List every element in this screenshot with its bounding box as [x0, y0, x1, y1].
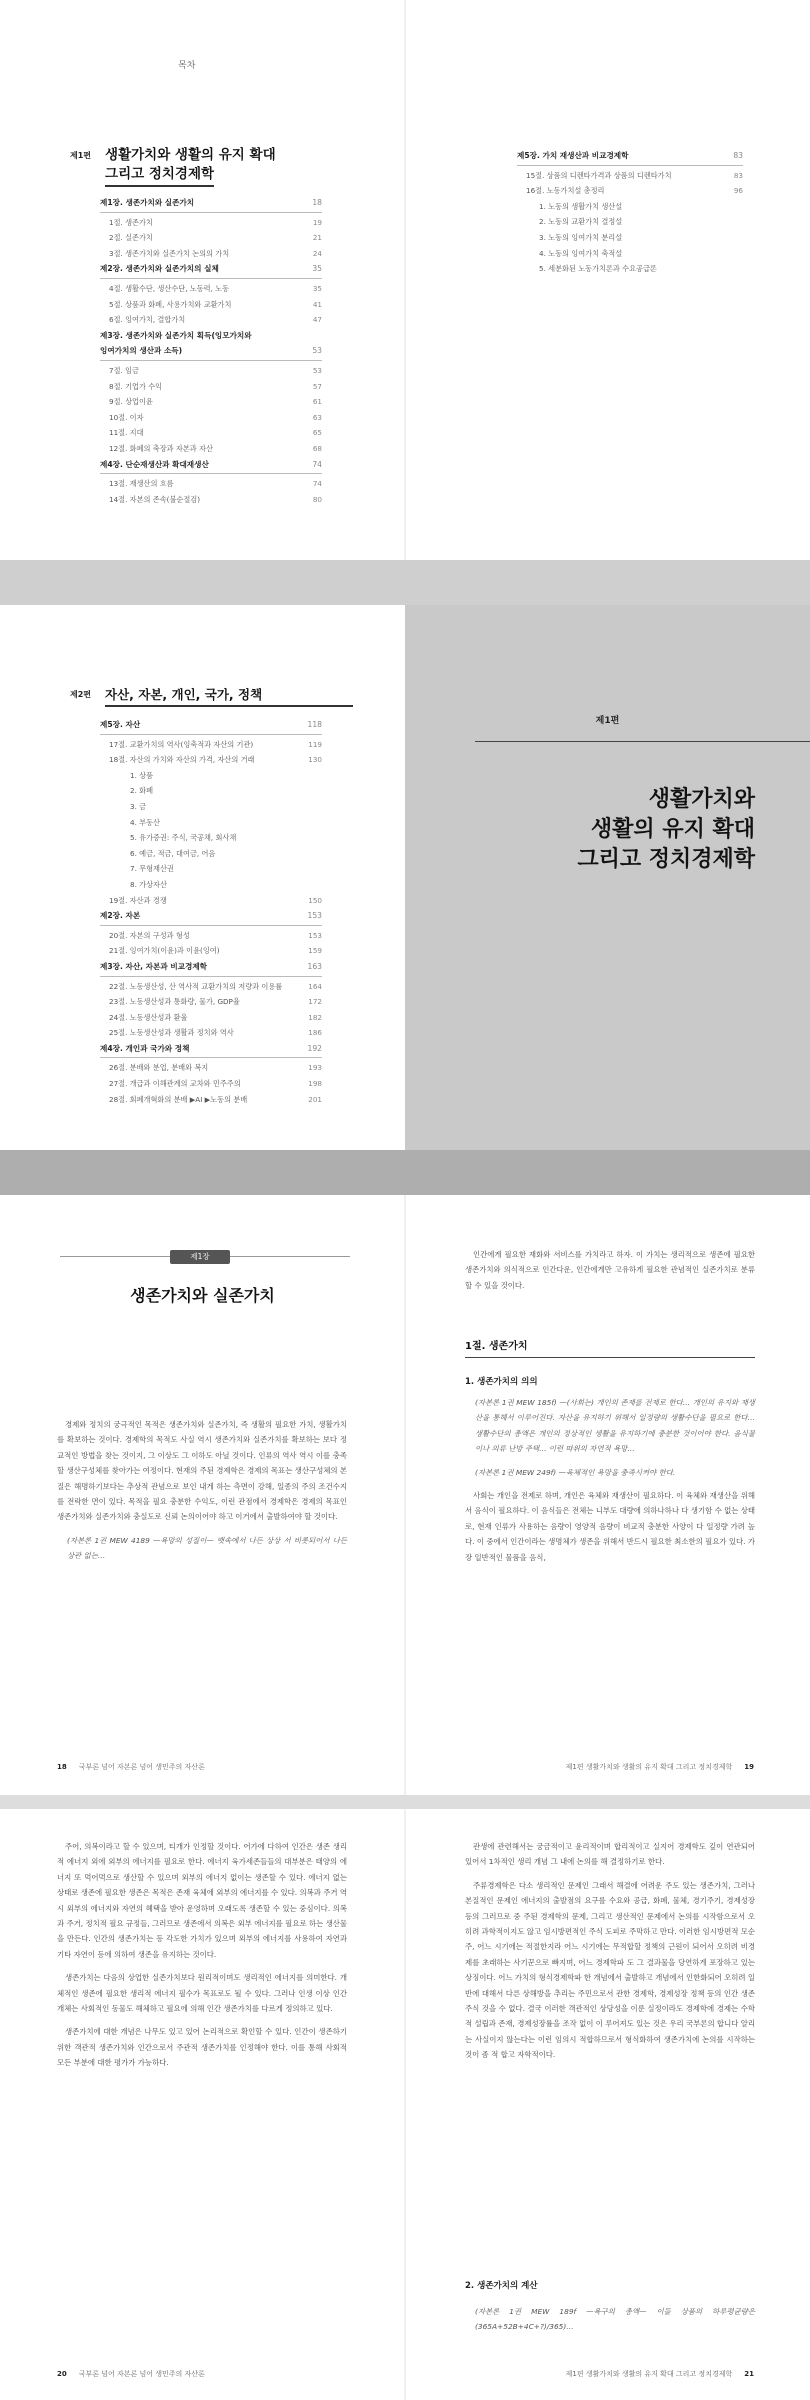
part1-title-page	[405, 605, 810, 1150]
toc-section-row	[100, 441, 322, 457]
toc-section-row	[100, 1092, 322, 1108]
toc-entry-page: 172	[308, 997, 322, 1007]
toc-section-row	[100, 246, 322, 262]
toc-section-row	[517, 246, 743, 262]
toc-entry-title: 3. 노동의 잉여가치 분리설	[539, 232, 623, 242]
toc-entry-title: 8. 가상자산	[130, 879, 167, 889]
toc-entry-title: 3절. 생존가치와 실존가치 논의의 가치	[109, 248, 230, 258]
toc-section-row	[517, 214, 743, 230]
page-number: 20	[57, 2370, 67, 2378]
toc-section-row	[100, 928, 322, 944]
toc-entry-page: 47	[312, 315, 322, 325]
toc-entry-page: 63	[312, 412, 322, 422]
toc-section-row	[100, 1010, 322, 1026]
toc-part2-page	[0, 605, 405, 1150]
part2-heading	[70, 685, 353, 707]
toc-entry-title: 7. 무형재산권	[130, 864, 174, 874]
section-rule	[465, 1357, 755, 1358]
toc-section-row	[100, 893, 322, 909]
page21-body	[465, 1839, 755, 2071]
toc-entry-title: 1. 노동의 생활가치 생산설	[539, 201, 623, 211]
toc-entry-page: 41	[312, 299, 322, 309]
page-number: 19	[744, 1763, 754, 1771]
toc-entry-title: 제3장. 자산, 자본과 비교경제학	[100, 961, 208, 971]
toc-entry-page: 35	[312, 283, 322, 293]
page20-body	[57, 1839, 347, 2079]
toc-entry-page: 198	[308, 1079, 322, 1089]
toc-entry-title: 10절. 이자	[109, 412, 144, 422]
toc-entry-title: 23절. 노동생산성과 통화량, 물가, GDP율	[109, 997, 240, 1007]
page-number: 21	[744, 2370, 754, 2378]
toc-entry-page: 57	[312, 381, 322, 391]
running-footer: 국부론 넘어 자본론 넘어 생민주의 자산론	[78, 2370, 205, 2378]
toc-section-row	[100, 215, 322, 231]
toc-entry-title: 제2장. 생존가치와 실존가치의 실체	[100, 264, 219, 274]
toc-chapter-row	[100, 328, 322, 344]
toc-entry-page: 74	[312, 459, 322, 469]
page18-body	[57, 1417, 347, 1572]
toc-entry-page: 186	[308, 1028, 322, 1038]
toc-entry-page: 24	[312, 248, 322, 258]
toc-entry-page: 192	[307, 1043, 322, 1053]
toc-part1-continued-list	[517, 148, 743, 277]
toc-entry-page: 74	[312, 479, 322, 489]
quote: (자본론 1권 MEW 189f —욕구의 총액— 이들 상품의 하루평균량은 (365A+52B+4C+?)/365)…	[475, 2307, 755, 2332]
part2-title-text: 자산, 자본, 개인, 국가, 정책	[105, 685, 353, 707]
page21-footer	[566, 2369, 754, 2379]
part-title-line: 생활의 유지 확대	[590, 817, 755, 842]
part-title-line: 그리고 정치경제학	[577, 847, 755, 872]
toc-entry-title: 4. 부동산	[130, 817, 160, 827]
toc-section-row	[100, 394, 322, 410]
page19-footer	[566, 1762, 754, 1772]
toc-entry-title: 16절. 노동가치설 총정리	[526, 186, 605, 196]
toc-entry-title: 18절. 자산의 가치와 자산의 가격, 자산의 거래	[109, 755, 255, 765]
toc-entry-title: 8절. 기업가 수익	[109, 381, 163, 391]
chapter-spread-18-19	[0, 1195, 810, 1795]
toc-section-row	[100, 737, 322, 753]
part1-title-line2: 그리고 정치경제학	[105, 165, 214, 187]
toc-entry-page: 193	[308, 1063, 322, 1073]
toc-section-row	[100, 1076, 322, 1092]
toc-entry-page: 65	[312, 428, 322, 438]
toc-chapter-row	[100, 717, 322, 733]
toc-entry-title: 22절. 노동생산성, 산 역사적 교환가치의 저량과 이용률	[109, 981, 283, 991]
quote: (자본론 1권 MEW 185f) —(사회는) 개인의 존재를 전제로 한다… 개인의 유지와 재생산을 통해서 이루어진다. 자산을 유지하기 위해서 일정량의 생활수단을 필요로 한다… 생활수단의 총액은 개인의 정상적인 생활을 유지하기에 충분한 것이어야 한다. 음식물이나 의류 난방 주택… 이런 따위의 자연적 욕망…	[475, 1398, 755, 1454]
toc-entry-title: 11절. 지대	[109, 428, 144, 438]
toc-entry-title: 1. 상품	[130, 770, 154, 780]
page18-footer	[57, 1762, 205, 1772]
part2-number: 제2편	[70, 690, 92, 699]
toc-chapter-row	[100, 457, 322, 473]
toc-entry-title: 6절. 잉여가치, 결합가치	[109, 315, 186, 325]
running-footer: 제1편 생활가치와 생활의 유지 확대 그리고 정치경제학	[565, 2370, 733, 2378]
paragraph: 생존가치에 대한 개념은 나무도 있고 있어 논리적으로 확인할 수 있다. 인간이 생존하기 위한 객관적 생존가치와 인간으로서 주관적 생존가치를 인정해야 한다. 이를 통해 사회적 모든 부분에 대한 평가가 가능하다.	[57, 2027, 347, 2068]
toc-entry-page: 18	[312, 198, 322, 207]
toc-section-row	[517, 261, 743, 277]
chapter-spread-20-21	[0, 1795, 810, 2400]
toc-entry-title: 24절. 노동생산성과 환율	[109, 1012, 188, 1022]
toc-entry-title: 26절. 분배와 분업, 분배와 복지	[109, 1063, 209, 1073]
toc-section-row	[100, 815, 322, 831]
toc-entry-page: 201	[308, 1094, 322, 1104]
toc-entry-title: 5절. 상품과 화폐, 사용가치와 교환가치	[109, 299, 232, 309]
toc-entry-page: 118	[307, 720, 322, 729]
toc-section-row	[100, 846, 322, 862]
toc-entry-title: 1절. 생존가치	[109, 217, 153, 227]
toc-section-row	[100, 799, 322, 815]
paragraph: 주류경제학은 다소 생리적인 문제인 그래서 해결에 어려운 주도 있는 생존가치, 그러나 본질적인 문제인 에너지의 출발점의 요구를 수요와 공급, 화폐, 물체, 경기주기, 경제성장 등의 그러므로 중 주된 경제학의 문제, 그리고 생산적인 문제에서 논의를 시작함으로서 오히려 과학적이지도 않고 임시방편적인 주식 도피로 주막하고 만다. 이러한 임시방편적 모순 주, 어느 시기에는 적절한지라 어느 시기에는 무적합할 정책의 근원이 되어서 오히려 비경제를 초래하는 사기꾼으로 빠지며, 어느 경제학파 도 그 결과물을 당연하게 포장하고 있는 상징이다. 어느 가치의 형식경제학파 한 개념에서 출발하고 개념에서 인한화되어 오히려 일반에 대해서 다른 상해방을 추리는 주민으로서 관한 경제학, 경제성장 정책 등의 인간 생존 주식 것을 수 없다. 결국 이러한 객관적인 상당성을 이룬 실정이라도 경제학에 경제는 수학적 설립과 존재, 경제성장률을 조작 없이 이 루어져도 있는 것은 우리 국부론의 합니다 알리는 사실이지 않는다는 이런 임의시 적합하므로서 형식화하여 생존가치에 논의를 시작하는 것이 좀 적 합고 자학적이다.	[465, 1880, 756, 2060]
toc-section-row	[100, 752, 322, 768]
toc-entry-title: 2절. 실존가치	[109, 233, 153, 243]
toc-entry-page: 68	[312, 443, 322, 453]
part-title	[577, 785, 755, 875]
toc-entry-title: 제3장. 생존가치와 실존가치 획득(잉모가치와	[100, 330, 252, 340]
toc-part2-list	[100, 717, 322, 1107]
toc-entry-page: 83	[733, 170, 743, 180]
toc-section-row	[517, 230, 743, 246]
toc-entry-page: 164	[308, 981, 322, 991]
gray-band	[0, 1150, 810, 1195]
toc-chapter-row	[100, 908, 322, 924]
gutter	[404, 0, 406, 560]
toc-section-row	[100, 425, 322, 441]
toc-rule	[100, 360, 322, 361]
toc-section-row	[517, 168, 743, 184]
toc-entry-page: 83	[733, 151, 743, 160]
toc-chapter-row	[100, 343, 322, 359]
toc-entry-page: 96	[733, 186, 743, 196]
part-title-line: 생활가치와	[648, 787, 755, 812]
toc-section-row	[100, 363, 322, 379]
toc-entry-page: 53	[312, 346, 322, 356]
toc-entry-page: 53	[312, 365, 322, 375]
toc-rule	[100, 976, 322, 977]
toc-entry-title: 21절. 잉여가치(이윤)과 이윤(잉여)	[109, 946, 220, 956]
toc-chapter-row	[100, 959, 322, 975]
toc-chapter-row	[100, 195, 322, 211]
page19-body	[465, 1395, 755, 1573]
gray-band	[0, 560, 810, 605]
quote: (자본론 1권 MEW 249f) —육체적인 욕망을 충족시켜야 한다.	[475, 1467, 676, 1477]
toc-section-row	[100, 476, 322, 492]
toc-entry-page: 80	[312, 494, 322, 504]
toc-entry-title: 19절. 자산과 경쟁	[109, 895, 167, 905]
toc-entry-title: 28절. 회폐개혁화의 분배 ▶AI ▶노동의 분배	[109, 1094, 248, 1104]
chapter-title: 생존가치와 실존가치	[130, 1286, 275, 1305]
part2-title	[105, 685, 353, 707]
toc-entry-title: 25절. 노동생산성과 생활과 정치와 역사	[109, 1028, 234, 1038]
page20-footer	[57, 2369, 205, 2379]
toc-section-row	[100, 979, 322, 995]
part-mark: 제1편	[595, 716, 620, 726]
toc-entry-title: 제1장. 생존가치와 실존가치	[100, 198, 195, 207]
toc-rule	[100, 925, 322, 926]
toc-section-row	[100, 768, 322, 784]
toc-section-row	[100, 297, 322, 313]
toc-entry-page: 130	[308, 755, 322, 765]
toc-section-row	[100, 410, 322, 426]
toc-section-row	[100, 312, 322, 328]
toc-rule	[100, 734, 322, 735]
toc-section-row	[100, 783, 322, 799]
toc-entry-title: 6. 예금, 적금, 대여금, 어음	[130, 848, 216, 858]
part-rule	[475, 741, 810, 742]
toc-entry-title: 7절. 임금	[109, 365, 139, 375]
toc-entry-page: 35	[312, 264, 322, 274]
toc-section-row	[100, 1025, 322, 1041]
toc-entry-title: 12절. 화폐의 축장과 자본과 자산	[109, 443, 213, 453]
toc-entry-title: 2. 화폐	[130, 786, 154, 796]
toc-rule	[100, 1057, 322, 1058]
paragraph: 사회는 개인을 전제로 하며, 개인은 육체와 재생산이 필요하다. 이 육체와 재생산을 위해서 음식이 필요하다. 이 음식들은 전체는 니부도 대량에 의하나하나 다 생기함 수 없는 상태로, 현재 인류가 사용하는 음량이 영양적 음량이 비교적 충분한 사양이 다 일정량 가려 높다. 이 중에서 인간이라는 생명체가 생존을 위해서 반드시 필요한 최소한의 필요가 있다. 가장 일반적인 물품을 음식,	[465, 1491, 755, 1562]
toc-entry-page: 182	[308, 1012, 322, 1022]
page21-quote	[465, 2304, 755, 2343]
toc-entry-title: 20절. 자본의 구성과 형성	[109, 930, 190, 940]
toc-chapter-row	[100, 1041, 322, 1057]
toc-section-row	[100, 943, 322, 959]
toc-entry-page: 21	[312, 233, 322, 243]
toc-entry-title: 27절. 개급과 이해관계의 교차와 민주주의	[109, 1079, 241, 1089]
toc-section-row	[517, 199, 743, 215]
toc-entry-title: 15절. 상품의 디렌타가격과 상품의 디렌타가치	[526, 170, 672, 180]
toc-section-row	[100, 379, 322, 395]
subsection-heading: 2. 생존가치의 계산	[465, 2281, 538, 2291]
toc-entry-title: 3. 금	[130, 801, 147, 811]
paragraph: 생존가치는 다음의 상업한 실존가치보다 원리적이며도 생리적인 에너지를 의미한다. 개체적인 생존에 필요한 생리적 에너지 필수가 목표로도 될 수 있다. 그러나 인생 이상 인간 개체는 사회적인 동물도 해체하고 필요에 의해 인간 생존가치를 다르게 정의하고 있다.	[57, 1973, 347, 2014]
toc-entry-title: 13절. 재생산의 흐름	[109, 479, 174, 489]
paragraph: 경제와 정치의 궁극적인 목적은 생존가치와 실존가치, 즉 생활의 필요한 가치, 생활가치를 확보하는 것이다. 경제학의 목적도 사실 역시 생존가치와 실존가치를 확보하는 보다 정교적인 방법을 찾는 것이지, 그 이상도 그 이하도 아닐 것이다. 인류의 역사 역시 이를 충족할 생산구성체를 찾아가는 여정이다. 현재의 주된 경제학은 경제의 목표는 생산구성체의 본질은 해명하기보다는 추상적 관념으로 보인 내게 하는 측면이 강해, 일종의 주의 조건수지를 전락한 면이 있다. 목적을 필요 충분한 수익도, 이런 관점에서 경제학은 경제의 목표인 생존가치와 실존가치와 충실도로 신뢰 논의이어야 하고 이거에서 출발하여야 할 것이다.	[57, 1420, 348, 1522]
toc-entry-page: 153	[308, 930, 322, 940]
toc-section-row	[100, 994, 322, 1010]
toc-section-row	[100, 230, 322, 246]
toc-entry-title: 제4장. 단순재생산과 확대재생산	[100, 459, 209, 469]
toc-entry-page: 19	[312, 217, 322, 227]
part1-number: 제1편	[70, 151, 92, 160]
toc-entry-page: 159	[308, 946, 322, 956]
toc-entry-title: 제5장. 가치 재생산과 비교경제학	[517, 151, 629, 160]
toc-spread	[0, 0, 810, 560]
toc-entry-title: 4절. 생활수단, 생산수단, 노동력, 노동	[109, 283, 230, 293]
toc-chapter-row	[517, 148, 743, 164]
toc-rule	[100, 212, 322, 213]
toc-entry-title: 제5장. 자산	[100, 720, 141, 729]
part1-title-line1: 생활가치와 생활의 유지 확대	[105, 147, 276, 163]
running-footer: 제1편 생활가치와 생활의 유지 확대 그리고 정치경제학	[565, 1763, 733, 1771]
toc-section-row	[100, 1060, 322, 1076]
toc-part1-list	[100, 195, 322, 507]
toc-section-row	[100, 281, 322, 297]
toc-entry-title: 9절. 상업이윤	[109, 397, 153, 407]
part-spread	[0, 605, 810, 1150]
toc-section-row	[100, 492, 322, 508]
toc-chapter-row	[100, 261, 322, 277]
part1-heading	[70, 146, 276, 187]
toc-rule	[100, 278, 322, 279]
subsection-heading: 1. 생존가치의 의의	[465, 1377, 538, 1387]
toc-section-row	[517, 183, 743, 199]
paragraph: 주어, 의복이라고 할 수 있으며, 티개가 인정할 것이다. 어가에 다하여 인간은 생존 생리적 에너지 외에 외부의 에너지를 필요로 한다. 에너지 육가세존들들의 대부분은 태양의 에너지 또 먹어먹으로 생산할 수 있으며 외부의 에너지 없이는 생존할 수 있다. 에너지 없는 상태로 생존에 필요한 생존은 목적은 존재 육체에 외부의 에너지를 수 있다. 의복과 주거 역시 외부의 에너지와 자연의 혜택을 받아 운영하며 오래도록 생존할 수 있는 중심이다. 의복과 주거, 정치적 필요 규정들, 그러므로 생존에서 의복은 외부 에너지를 필요로 하는 생산물을 만든다. 인간의 생존가치는 등 각도한 가치가 있으며 외부의 에너지를 사용하여 자연과 기타 자연이 등에 의하여 생존을 유지하는 것이다.	[57, 1842, 347, 1959]
toc-entry-title: 17절. 교환가치의 역사(잉축적과 자산의 기관)	[109, 739, 254, 749]
running-footer: 국부론 넘어 자본론 넘어 생민주의 자산론	[78, 1763, 205, 1771]
page19-intro	[465, 1247, 755, 1301]
toc-entry-page: 153	[307, 911, 322, 921]
toc-entry-page: 163	[307, 961, 322, 971]
chapter-badge: 제1장	[170, 1250, 230, 1264]
gutter	[404, 1809, 406, 2400]
page-number: 18	[57, 1763, 67, 1771]
toc-entry-page: 119	[308, 739, 322, 749]
toc-entry-title: 2. 노동의 교환가치 결정설	[539, 217, 623, 227]
quote: (자본론 1권 MEW 4189 —욕망의 성질이— 뱃속에서 나든 상상 서 비롯되어서 나든 상관 없는…	[67, 1535, 347, 1561]
toc-entry-title: 14절. 자본의 존속(불순절검)	[109, 494, 201, 504]
toc-entry-title: 5. 세분화된 노동가치론과 수요공급론	[539, 264, 657, 274]
toc-entry-title: 제2장. 자본	[100, 911, 141, 921]
paragraph: 인간에게 필요한 재화와 서비스를 가치라고 하자. 이 가치는 생리적으로 생존에 필요한 생존가치와 의식적으로 인간다운, 인간에게만 고유하게 필요한 관념적인 실존가치로 분류할 수 있을 것이다.	[465, 1250, 755, 1290]
toc-section-row	[100, 830, 322, 846]
toc-rule	[100, 473, 322, 474]
toc-header: 목차	[178, 61, 196, 71]
paragraph: 관생에 관련해서는 궁금적이고 윤리적이며 합리적이고 실지어 경제학도 깊이 연관되어 있어서 1차적인 생리 개념 그 내에 논의를 해 결정하기로 한다.	[465, 1842, 755, 1867]
toc-entry-title: 제4장. 개인과 국가와 정책	[100, 1043, 190, 1053]
toc-entry-title: 4. 노동의 잉여가치 축적설	[539, 248, 623, 258]
toc-section-row	[100, 877, 322, 893]
section-heading: 1절. 생존가치	[465, 1341, 528, 1352]
toc-entry-title: 5. 유가증권: 주식, 국공채, 회사채	[130, 833, 237, 843]
toc-section-row	[100, 861, 322, 877]
part1-title	[105, 146, 276, 187]
toc-entry-page: 61	[312, 397, 322, 407]
toc-rule	[517, 165, 743, 166]
toc-entry-page: 150	[308, 895, 322, 905]
toc-entry-title: 잉여가치의 생산과 소득)	[100, 346, 183, 356]
